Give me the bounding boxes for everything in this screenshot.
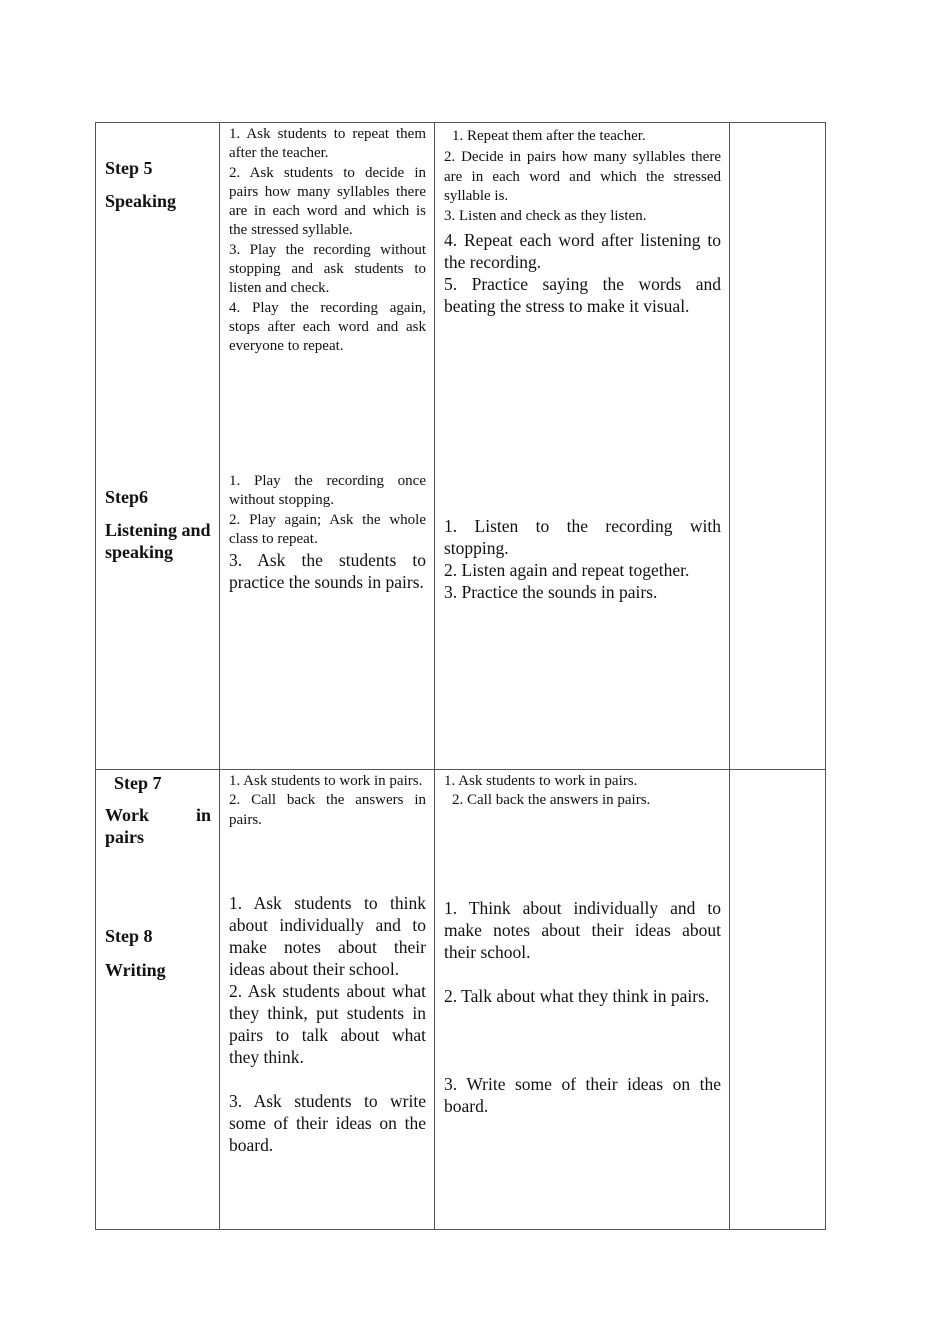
step-cell [96,123,220,770]
student-activity-cell [435,123,730,770]
student-step6-list [444,515,721,603]
teacher-activity-cell [220,123,435,770]
notes-cell [730,123,826,770]
teacher-step5-list [229,125,426,357]
list-item: 2. Call back the answers in pairs. [452,792,651,809]
list-item: 2. Listen again and repeat together. [444,560,690,580]
lesson-plan-table [95,122,826,1230]
step-title: Writing [105,960,166,980]
step-label: Step6 [105,487,149,507]
list-item: 5. Practice saying the words and beating the stress to make it visual. [444,274,721,317]
list-item: 3. Practice the sounds in pairs. [444,582,658,602]
list-item: 3. Write some of their ideas on the board. [444,1074,721,1116]
step-label: Step 7 [114,773,162,793]
teacher-step6-list [229,472,426,593]
teacher-activity-cell [220,770,435,1230]
table-row [96,123,826,770]
student-step7-list [444,772,721,811]
list-item: 4. Play the recording again, stops after each word and ask everyone to repeat. [229,299,426,355]
list-item: 2. Ask students to decide in pairs how many syllables there are in each word and which is the stressed syllable. [229,164,426,239]
table-row [96,770,826,1230]
list-item: 1. Listen to the recording with stopping. [444,516,721,558]
list-item: 2. Play again; Ask the whole class to repeat. [229,511,426,547]
step-7-heading [105,772,211,848]
list-item: 1. Ask students to think about individually and to make notes about their ideas about their school. [229,893,426,979]
student-activity-cell [435,770,730,1230]
notes-cell [730,770,826,1230]
step-title: Listening and speaking [105,520,211,562]
list-item: 2. Ask students about what they think, put students in pairs to talk about what they think. [229,981,426,1067]
list-item: 3. Play the recording without stopping and ask students to listen and check. [229,241,426,297]
step-title: Work in pairs [105,805,211,847]
step-title: Speaking [105,191,177,211]
list-item: 3. Listen and check as they listen. [444,208,647,225]
list-item: 3. Ask students to write some of their ideas on the board. [229,1091,426,1155]
step-5-heading [105,157,211,212]
step-cell [96,770,220,1230]
list-item: 2. Talk about what they think in pairs. [444,986,710,1006]
student-step8-list [444,897,721,1117]
teacher-step7-list [229,772,426,830]
step-6-heading [105,486,211,563]
list-item: 1. Ask students to work in pairs. [229,773,423,789]
teacher-step8-list [229,892,426,1156]
list-item: 1. Ask students to work in pairs. [444,773,638,789]
step-label: Step 8 [105,926,153,946]
student-step5-list [444,127,721,317]
list-item: 3. Ask the students to practice the sounds in pairs. [229,550,426,593]
list-item: 4. Repeat each word after listening to the recording. [444,230,721,273]
list-item: 1. Repeat them after the teacher. [452,128,646,144]
step-8-heading [105,925,211,981]
list-item: 2. Decide in pairs how many syllables there are in each word and which the stressed syllable is. [444,149,721,204]
list-item: 1. Think about individually and to make notes about their ideas about their school. [444,898,721,962]
list-item: 2. Call back the answers in pairs. [229,792,426,828]
list-item: 1. Play the recording once without stopping. [229,473,426,509]
list-item: 1. Ask students to repeat them after the teacher. [229,126,426,162]
step-label: Step 5 [105,158,153,178]
